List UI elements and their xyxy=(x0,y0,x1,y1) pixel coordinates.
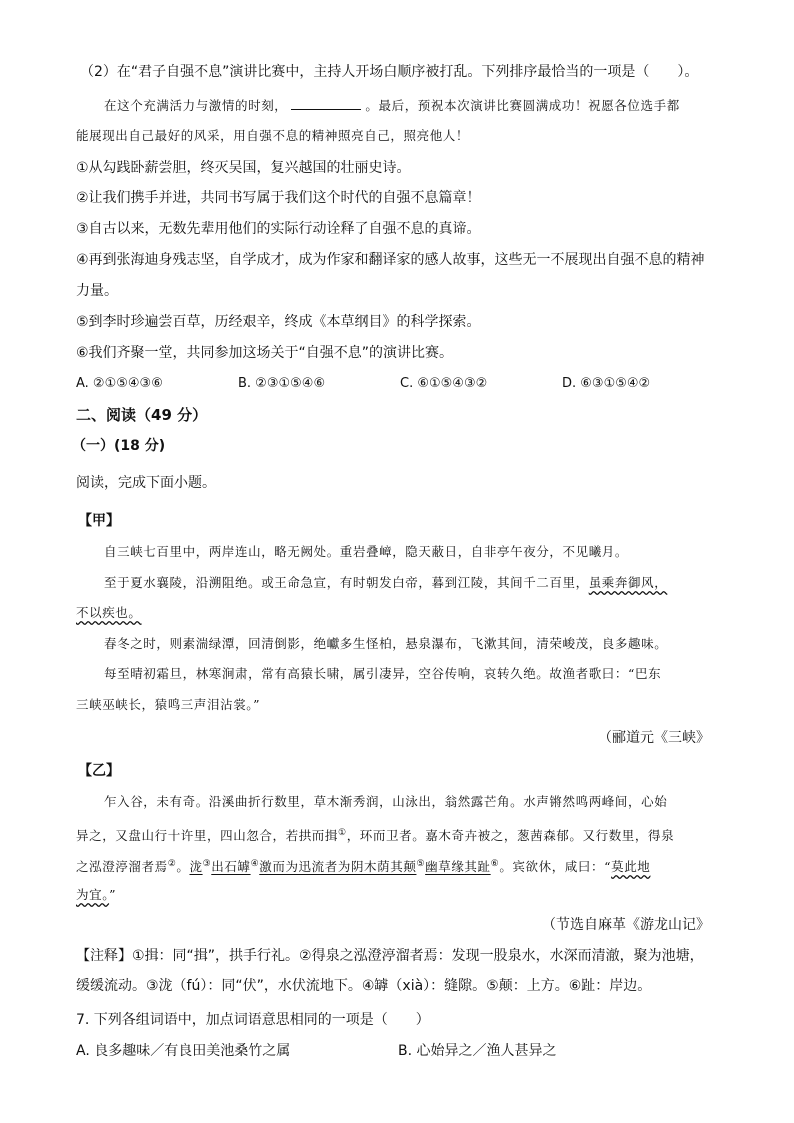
yi-source: （节选自麻革《游龙山记》 xyxy=(542,917,710,933)
q2-sentence-4b: 力量。 xyxy=(76,283,118,299)
jia-paragraph-1: 自三峡七百里中，两岸连山，略无阙处。重岩叠嶂，隐天蔽日，自非亭午夜分，不见曦月。 xyxy=(104,544,629,559)
q2-sentence-3: ③自古以来，无数先辈用他们的实际行动诠释了自强不息的真谛。 xyxy=(76,221,481,237)
q2-option-b[interactable]: B. ②③①⑤④⑥ xyxy=(238,376,326,391)
jia-paragraph-4b: 三峡巫峡长，猿鸣三声泪沾裳。” xyxy=(76,697,261,712)
q7-options xyxy=(76,1041,557,1061)
q2-option-d[interactable]: D. ⑥③①⑤④② xyxy=(562,376,651,391)
jia-paragraph-3: 春冬之时，则素湍绿潭，回清倒影，绝巘多生怪柏，悬泉瀑布，飞漱其间，清荣峻茂，良多趣味。 xyxy=(104,636,668,651)
jia-label: 【甲】 xyxy=(78,513,120,529)
yi-paragraph-line-3: 之泓澄渟溜者焉②。泷③出石罅④激而为迅流者为阴木荫其颠⑤幽草缘其趾⑥。宾欲休，咸曰：“莫此地 xyxy=(76,859,651,875)
fill-blank xyxy=(291,97,361,110)
yi-paragraph-line-2: 异之，又盘山行十许里，四山忽合，若拱而揖①，环而卫者。嘉木奇卉被之，葱茜森郁。又行数里，得泉 xyxy=(76,828,675,844)
q2-sentence-4a: ④再到张海迪身残志坚，自学成才，成为作家和翻译家的感人故事，这些无一不展现出自强不息的精神 xyxy=(76,252,705,268)
q2-sentence-2: ②让我们携手并进，共同书写属于我们这个时代的自强不息篇章！ xyxy=(76,190,481,206)
q2-options xyxy=(76,374,724,394)
q7-stem: 7. 下列各组词语中，加点词语意思相同的一项是（ ） xyxy=(76,1012,430,1028)
jia-source: （郦道元《三峡》 xyxy=(598,730,710,746)
q2-passage-line-2: 能展现出自己最好的风采，用自强不息的精神照亮自己，照亮他人！ xyxy=(76,128,470,143)
q2-passage-line-1: 在这个充满活力与激情的时刻， 。最后，预祝本次演讲比赛圆满成功！祝愿各位选手都 xyxy=(104,98,680,113)
section-title: 二、阅读（49 分） xyxy=(76,406,208,424)
yi-paragraph-line-4: 为宜。” xyxy=(76,887,117,902)
q2-stem: （2）在“君子自强不息”演讲比赛中，主持人开场白顺序被打乱。下列排序最恰当的一项是（ ）。 xyxy=(80,64,699,80)
jia-paragraph-2b: 不以疾也。 xyxy=(76,605,142,620)
reading-instruction: 阅读，完成下面小题。 xyxy=(76,475,216,491)
yi-paragraph-line-1: 乍入谷，未有奇。沿溪曲折行数里，草木渐秀润，山泳出，翁然露芒角。水声锵然鸣两峰间，心始 xyxy=(104,794,668,809)
q7-option-a[interactable]: A. 良多趣味／有良田美池桑竹之属 xyxy=(76,1043,291,1059)
q2-option-c[interactable]: C. ⑥①⑤④③② xyxy=(400,376,488,391)
q2-option-a[interactable]: A. ②①⑤④③⑥ xyxy=(76,376,163,391)
jia-paragraph-2a: 至于夏水襄陵，沿溯阻绝。或王命急宣，有时朝发白帝，暮到江陵，其间千二百里，虽乘奔御风， xyxy=(104,575,668,590)
part-title: （一）(18 分) xyxy=(72,438,166,454)
notes-line-2: 缓缓流动。③泷（fú）：同“伏”，水伏流地下。④罅（xià）：缝隙。⑤颠：上方。⑥趾：岸边。 xyxy=(76,978,652,994)
jia-paragraph-4a: 每至晴初霜旦，林寒涧肃，常有高猿长啸，属引凄异，空谷传响，哀转久绝。故渔者歌曰：“巴东 xyxy=(104,666,662,681)
q2-sentence-1: ①从勾践卧薪尝胆，终灭吴国，复兴越国的壮丽史诗。 xyxy=(76,160,411,176)
notes-line-1: 【注释】①揖：同“揖”，拱手行礼。②得泉之泓澄渟溜者焉：发现一股泉水，水深而清澈，聚为池塘， xyxy=(76,948,704,964)
q2-sentence-6: ⑥我们齐聚一堂，共同参加这场关于“自强不息”的演讲比赛。 xyxy=(76,345,454,361)
q7-option-b[interactable]: B. 心始异之／渔人甚异之 xyxy=(398,1043,557,1059)
q2-sentence-5: ⑤到李时珍遍尝百草，历经艰辛，终成《本草纲目》的科学探索。 xyxy=(76,314,481,330)
yi-label: 【乙】 xyxy=(78,763,120,779)
